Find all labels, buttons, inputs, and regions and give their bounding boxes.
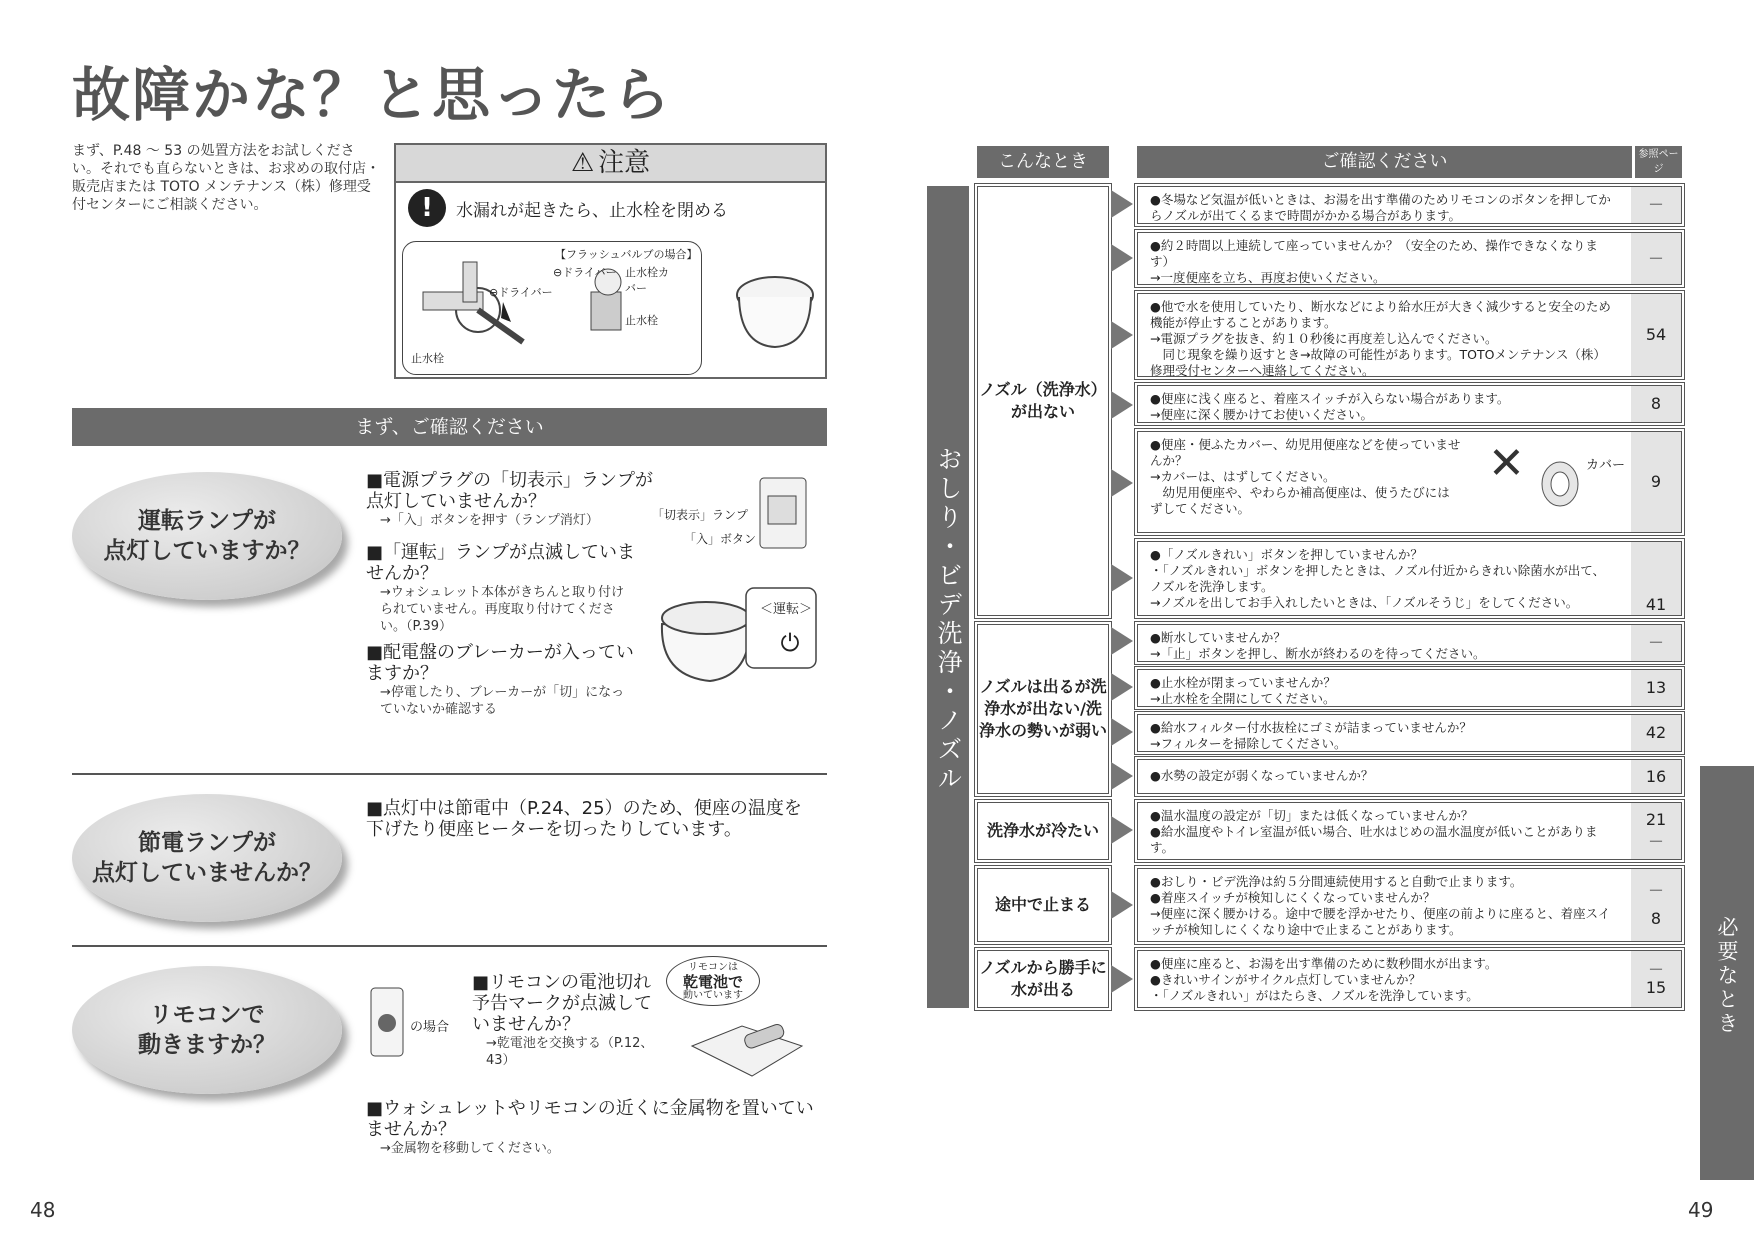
category-stops-midway: 途中で止まる (977, 868, 1109, 942)
battery-bubble-line2: 乾電池で (682, 973, 743, 991)
row-text: ●おしり・ビデ洗浄は約５分間連続使用すると自動で止まります。 ●着座スイッチが検知しにくくなっていませんか？ →便座に深く腰かける。途中で腰を浮かせたり、便座の前よりに座ると、着座スイッチが検知しにくくなり途中で止まることがあります。 (1150, 874, 1611, 937)
battery-bubble (666, 956, 760, 1006)
remote-case-label: の場合 (410, 1020, 450, 1035)
caution-heading-text: 注意 (598, 148, 651, 178)
caution-heading (396, 145, 825, 183)
oval-power-save-text: 節電ランプが 点灯していませんか？ (92, 830, 322, 886)
intro-text: まず、P.48 ～ 53 の処置方法をお試しください。それでも直らないときは、お求めの取付店・販売店または TOTO メンテナンス（株）修理受付センターにご相談ください。 (72, 143, 380, 213)
row-ref: 21 － (1631, 803, 1681, 859)
category-cold-water: 洗浄水が冷たい (977, 802, 1109, 860)
valve-drawing-icon (403, 242, 703, 376)
run-label: ＜運転＞ (760, 602, 813, 617)
valve-label-1: 止水栓 (625, 314, 658, 327)
divider (72, 945, 827, 947)
arrow-icon (1111, 564, 1133, 592)
row-text: ●給水フィルター付水抜栓にゴミが詰まっていませんか？ →フィルターを掃除してください。 (1150, 720, 1472, 751)
toilet-icon (730, 265, 820, 355)
row-text: ●水勢の設定が弱くなっていませんか？ (1150, 768, 1374, 783)
check-item (366, 1098, 826, 1157)
row-ref: － (1631, 233, 1681, 284)
on-button-label: 「入」ボタン (684, 532, 757, 546)
remote-control-icon (370, 987, 404, 1057)
driver-label-1: ⊖ドライバー (553, 266, 617, 279)
off-lamp-label: 「切表示」ランプ (652, 508, 749, 522)
row-text: ●他で水を使用していたり、断水などにより給水圧が大きく減少すると安全のため機能が停止することがあります。 →電源プラグを抜き、約１０秒後に再度差し込んでください。 同じ現象を繰り返すとき→故障の可能性があります。TOTOメンテナンス（株）修理受付センターへ連絡してください。 (1150, 299, 1611, 378)
check-row (1137, 759, 1682, 794)
valve-label-2: 止水栓 (411, 352, 444, 365)
driver-label-2: ⊖ドライバー (489, 286, 553, 299)
shutoff-valve-illustration (402, 241, 702, 375)
row-text: ●便座に浅く座ると、着座スイッチが入らない場合があります。 →便座に深く腰かけてお使いください。 (1150, 391, 1510, 422)
row-ref: － (1631, 625, 1681, 661)
row-ref: － 8 (1631, 869, 1681, 941)
row-ref: 16 (1631, 760, 1681, 793)
row-text: ●約２時間以上連続して座っていませんか？（安全のため、操作できなくなります） →一度便座を立ち、再度お使いください。 (1150, 238, 1598, 285)
row-text: ●断水していませんか？ →「止」ボタンを押し、断水が終わるのを待ってください。 (1150, 630, 1486, 661)
row-text: ●便座に座ると、お湯を出す準備のために数秒間水が出ます。 ●きれいサインがサイクル点灯していませんか？ ・「ノズルきれい」がはたらき、ノズルを洗浄しています。 (1150, 956, 1498, 1003)
arrow-icon (1111, 816, 1133, 844)
check-row (1137, 541, 1682, 616)
vertical-category-label: おしり・ビデ洗浄・ノズル (927, 186, 969, 1008)
arrow-icon (1111, 965, 1133, 993)
caution-message-text: 水漏れが起きたら、止水栓を閉める (456, 200, 728, 221)
battery-bubble-line3: 動いています (683, 990, 743, 1001)
check-item (366, 642, 636, 718)
check-item-head: ■リモコンの電池切れ予告マークが点滅していませんか？ (472, 972, 652, 1035)
caution-box (394, 143, 827, 379)
check-item-head: ■電源プラグの「切表示」ランプが点灯していませんか？ (366, 470, 654, 512)
warning-triangle-icon: ⚠ (570, 148, 595, 178)
oval-remote (72, 966, 342, 1094)
check-item-head: ■ウォシュレットやリモコンの近くに金属物を置いていませんか？ (366, 1098, 814, 1140)
divider (72, 773, 827, 775)
check-row (1137, 431, 1682, 533)
check-row (1137, 624, 1682, 662)
arrow-icon (1111, 627, 1133, 655)
check-row (1137, 293, 1682, 377)
arrow-icon (1111, 673, 1133, 701)
arrow-icon (1111, 244, 1133, 272)
row-ref: 13 (1631, 670, 1681, 706)
check-row (1137, 186, 1682, 224)
battery-bubble-line1: リモコンは (688, 962, 738, 973)
caution-message (408, 189, 728, 227)
section-header: まず、ご確認ください (72, 408, 827, 446)
row-text: ●便座・便ふたカバー、幼児用便座などを使っていませんか？ →カバーは、はずしてください。 幼児用便座や、やわらか補高便座は、使うたびにはずしてください。 (1150, 437, 1461, 516)
check-row (1137, 232, 1682, 285)
check-item-note: →停電したり、ブレーカーが「切」になっていないか確認する (380, 685, 625, 717)
page-number-right: 49 (1688, 1198, 1714, 1222)
row-ref: － 15 (1631, 951, 1681, 1007)
arrow-icon (1111, 891, 1133, 919)
battery-replacement-icon (682, 1006, 814, 1080)
check-item-note: →ウォシュレット本体がきちんと取り付けられていません。再度取り付けてください。（P.39） (380, 585, 624, 634)
arrow-icon (1111, 391, 1133, 419)
header-check: ご確認ください (1137, 146, 1632, 178)
category-nozzle-no-water: ノズル（洗浄水）が出ない (977, 186, 1109, 616)
arrow-icon (1111, 762, 1133, 790)
row-ref: 41 (1631, 542, 1681, 615)
category-weak-water: ノズルは出るが洗浄水が出ない/洗浄水の勢いが弱い (977, 624, 1109, 794)
header-when: こんなとき (977, 146, 1109, 178)
cover-label: カバー (1586, 458, 1626, 473)
check-row (1137, 669, 1682, 707)
check-row (1137, 868, 1682, 942)
check-item (366, 470, 656, 529)
row-ref: 8 (1631, 386, 1681, 422)
category-water-by-itself: ノズルから勝手に水が出る (977, 950, 1109, 1008)
row-text: ●温水温度の設定が「切」または低くなっていませんか？ ●給水温度やトイレ室温が低い場合、吐水はじめの温水温度が低いことがあります。 (1150, 808, 1598, 855)
oval-remote-text: リモコンで 動きますか？ (138, 1002, 276, 1058)
row-ref: 54 (1631, 294, 1681, 376)
check-item (366, 542, 636, 635)
check-item-head: ■「運転」ランプが点滅していませんか？ (366, 542, 636, 584)
row-ref: 42 (1631, 715, 1681, 751)
page-title: 故障かな？と思ったら (72, 61, 673, 129)
row-text: ●冬場など気温が低いときは、お湯を出す準備のためリモコンのボタンを押してからノズルが出てくるまで時間がかかる場合があります。 (1150, 192, 1611, 223)
check-row (1137, 714, 1682, 752)
row-ref: － (1631, 187, 1681, 223)
arrow-icon (1111, 469, 1133, 497)
check-item-note: →「入」ボタンを押す（ランプ消灯） (380, 513, 599, 528)
exclamation-icon: ! (408, 189, 446, 227)
page-number-left: 48 (30, 1198, 56, 1222)
arrow-icon (1111, 718, 1133, 746)
check-item (366, 798, 806, 840)
check-row (1137, 385, 1682, 423)
arrow-icon (1111, 190, 1133, 218)
oval-power-save-lamp (72, 794, 342, 922)
check-row (1137, 950, 1682, 1008)
svg-text:⏻: ⏻ (780, 629, 800, 657)
check-item-note: →金属物を移動してください。 (380, 1141, 560, 1156)
oval-run-lamp-text: 運転ランプが 点灯していますか？ (103, 508, 311, 564)
header-ref: 参照ページ (1635, 146, 1682, 178)
prohibited-x-icon: ✕ (1488, 438, 1525, 489)
check-row (1137, 802, 1682, 860)
flush-valve-label: 【フラッシュバルブの場合】 (555, 248, 698, 261)
check-item-head: ■点灯中は節電中（P.24、25）のため、便座の温度を下げたり便座ヒーターを切ったりしています。 (366, 798, 802, 840)
arrow-icon (1111, 321, 1133, 349)
seat-cover-icon (1538, 450, 1582, 510)
check-item-head: ■配電盤のブレーカーが入っていますか？ (366, 642, 634, 684)
check-item-note: →乾電池を交換する（P.12、43） (486, 1036, 654, 1068)
row-text: ●止水栓が閉まっていませんか？ →止水栓を全開にしてください。 (1150, 675, 1336, 706)
side-tab: 必要なとき (1700, 766, 1754, 1180)
row-text: ●「ノズルきれい」ボタンを押していませんか？ ・「ノズルきれい」ボタンを押したときは、ノズル付近からきれい除菌水が出て、ノズルを洗浄します。 →ノズルを出してお手入れしたいときは、「ノズルそうじ」をしてください。 (1150, 547, 1606, 610)
row-ref: 9 (1631, 432, 1681, 532)
oval-run-lamp (72, 472, 342, 600)
valve-cover-label: 止水栓カバー (625, 266, 669, 295)
check-item (472, 972, 662, 1069)
